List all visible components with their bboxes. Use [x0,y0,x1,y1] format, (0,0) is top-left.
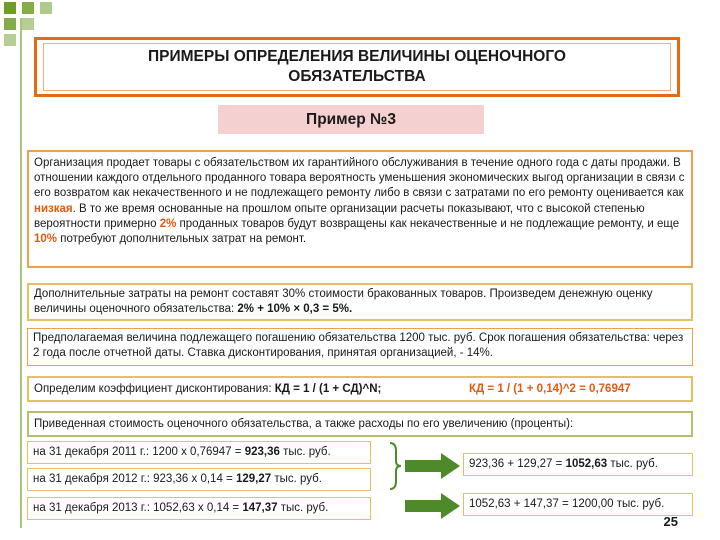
arrow-right-icon [405,453,460,479]
result-2012: 923,36 + 129,27 = 1052,63 тыс. руб. [463,453,693,476]
para1-highlight-10pct: 10% [34,233,58,246]
para2-text: Дополнительные затраты на ремонт составят 30% стоимости бракованных товаров. Произведем денежную оценку величины оценочного обязательства: [34,288,653,316]
para3-text: Предполагаемая величина подлежащего погашению обязательства 1200 тыс. руб. Срок погашения обязательства: через 2 года после отчетной даты. Ставка дисконтирования, принятая организацией, - 14%. [33,332,684,360]
para5-text: Приведенная стоимость оценочного обязательства, а также расходы по его увеличению (проценты): [34,418,574,430]
page-title [43,43,671,91]
page-number: 25 [663,514,678,529]
brace-icon [388,441,402,491]
result-2012-value: 1052,63 [565,458,608,470]
result-2013: 1052,63 + 147,37 = 1200,00 тыс. руб. [463,493,693,516]
decorative-line [20,18,22,528]
row-2011-value: 923,36 [244,446,280,458]
para4-text: Определим коэффициент дисконтирования: [34,383,275,395]
row-2012-value: 129,27 [235,473,272,485]
para4-formula: КД = 1 / (1 + СД)^N; [274,383,382,395]
title-line-2: ОБЯЗАТЕЛЬСТВА [288,68,426,85]
para2-formula: 2% + 10% × 0,3 = 5%. [237,303,353,316]
para1-highlight-low: низкая [34,202,73,215]
title-box [34,37,680,97]
problem-description [27,150,693,268]
liability-paragraph [27,328,693,366]
row-2012: на 31 декабря 2012 г.: 923,36 х 0,14 = 129,27 тыс. руб. [27,468,371,491]
present-value-heading [27,411,693,437]
row-2013-value: 147,37 [242,502,278,514]
row-2013: на 31 декабря 2013 г.: 1052,63 х 0,14 = 147,37 тыс. руб. [27,497,371,520]
discount-factor-row [27,376,693,402]
title-line-1: ПРИМЕРЫ ОПРЕДЕЛЕНИЯ ВЕЛИЧИНЫ ОЦЕНОЧНОГО [148,48,566,65]
arrow-right-icon [405,493,460,519]
para1-highlight-2pct: 2% [159,217,177,230]
para1-part4: потребуют дополнительных затрат на ремонт. [57,233,307,246]
row-2011: на 31 декабря 2011 г.: 1200 х 0,76947 = 923,36 тыс. руб. [27,441,371,464]
para1-part2: . В то же время основанные на прошлом опыте организации расчеты показывают, что с высокой степенью вероятности примерно [34,202,645,230]
para1-part3: проданных товаров будут возвращены как некачественные и не подлежащие ремонту, и еще [176,217,680,230]
para4-result: КД = 1 / (1 + 0,14)^2 = 0,76947 [469,383,631,395]
repair-cost-paragraph [27,283,693,321]
example-label: Пример №3 [218,105,484,134]
para1-part1: Организация продает товары с обязательством их гарантийного обслуживания в течение одного года с даты продажи. В отношении каждого отдельного проданного товара вероятность уменьшения экономических выгод организации в связи с его возвратом как некачественного и не подлежащего ремонту либо в связи с затратами по его ремонту оценивается как [34,157,685,200]
